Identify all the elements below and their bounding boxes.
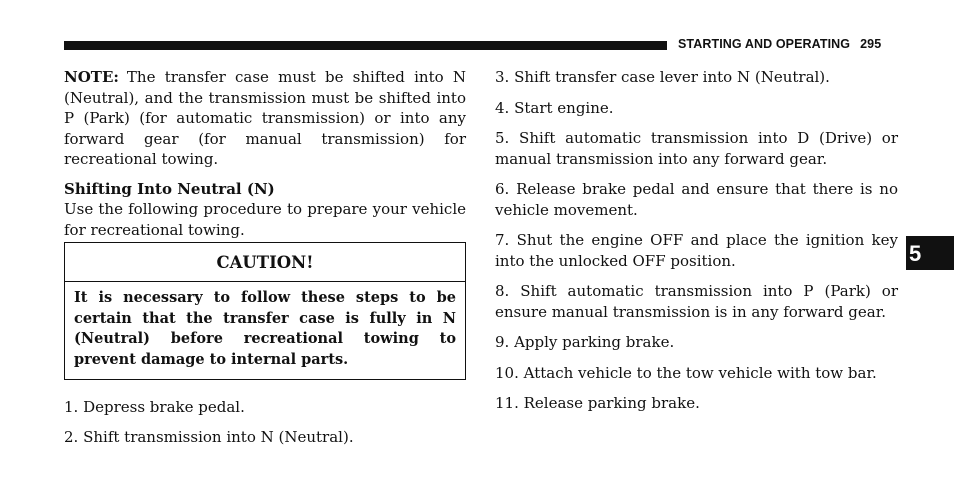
intro-paragraph: Use the following procedure to prepare your vehicle for recreational towing. — [64, 200, 466, 239]
caution-title: CAUTION! — [65, 243, 465, 282]
step-item: 4. Start engine. — [495, 98, 614, 117]
note-paragraph — [64, 67, 466, 170]
chapter-tab: 5 — [906, 236, 954, 270]
step-item: 2. Shift transmission into N (Neutral). — [64, 428, 354, 446]
right-column — [495, 67, 898, 414]
step-item: 10. Attach vehicle to the tow vehicle with tow bar. — [495, 363, 877, 382]
step-item: 1. Depress brake pedal. — [64, 398, 245, 416]
page-number: 295 — [860, 37, 882, 51]
note-label: NOTE: — [64, 68, 119, 86]
step-item: 3. Shift transfer case lever into N (Neutral). — [495, 68, 830, 86]
section-subheading: Shifting Into Neutral (N) — [64, 179, 275, 198]
step-item: 6. Release brake pedal and ensure that there is no vehicle movement. — [495, 180, 898, 219]
step-item: 8. Shift automatic transmission into P (Park) or ensure manual transmission is in any forward gear. — [495, 282, 898, 321]
step-item: 11. Release parking brake. — [495, 394, 700, 412]
left-column — [64, 67, 466, 240]
header-rule — [64, 41, 667, 50]
step-item: 7. Shut the engine OFF and place the ignition key into the unlocked OFF position. — [495, 231, 898, 270]
caution-text: It is necessary to follow these steps to be certain that the transfer case is fully in N (Neutral) before recreational towing to prevent damage to internal parts. — [74, 289, 456, 368]
caution-box — [64, 242, 466, 380]
step-item: 9. Apply parking brake. — [495, 333, 675, 351]
running-header — [678, 37, 881, 51]
section-title: STARTING AND OPERATING — [678, 37, 851, 51]
step-item: 5. Shift automatic transmission into D (Drive) or manual transmission into any forward gear. — [495, 129, 898, 168]
note-text: The transfer case must be shifted into N (Neutral), and the transmission must be shifted into P (Park) (for automatic transmission) or into any forward gear (for manual transmission) for recreational towing. — [64, 68, 466, 168]
